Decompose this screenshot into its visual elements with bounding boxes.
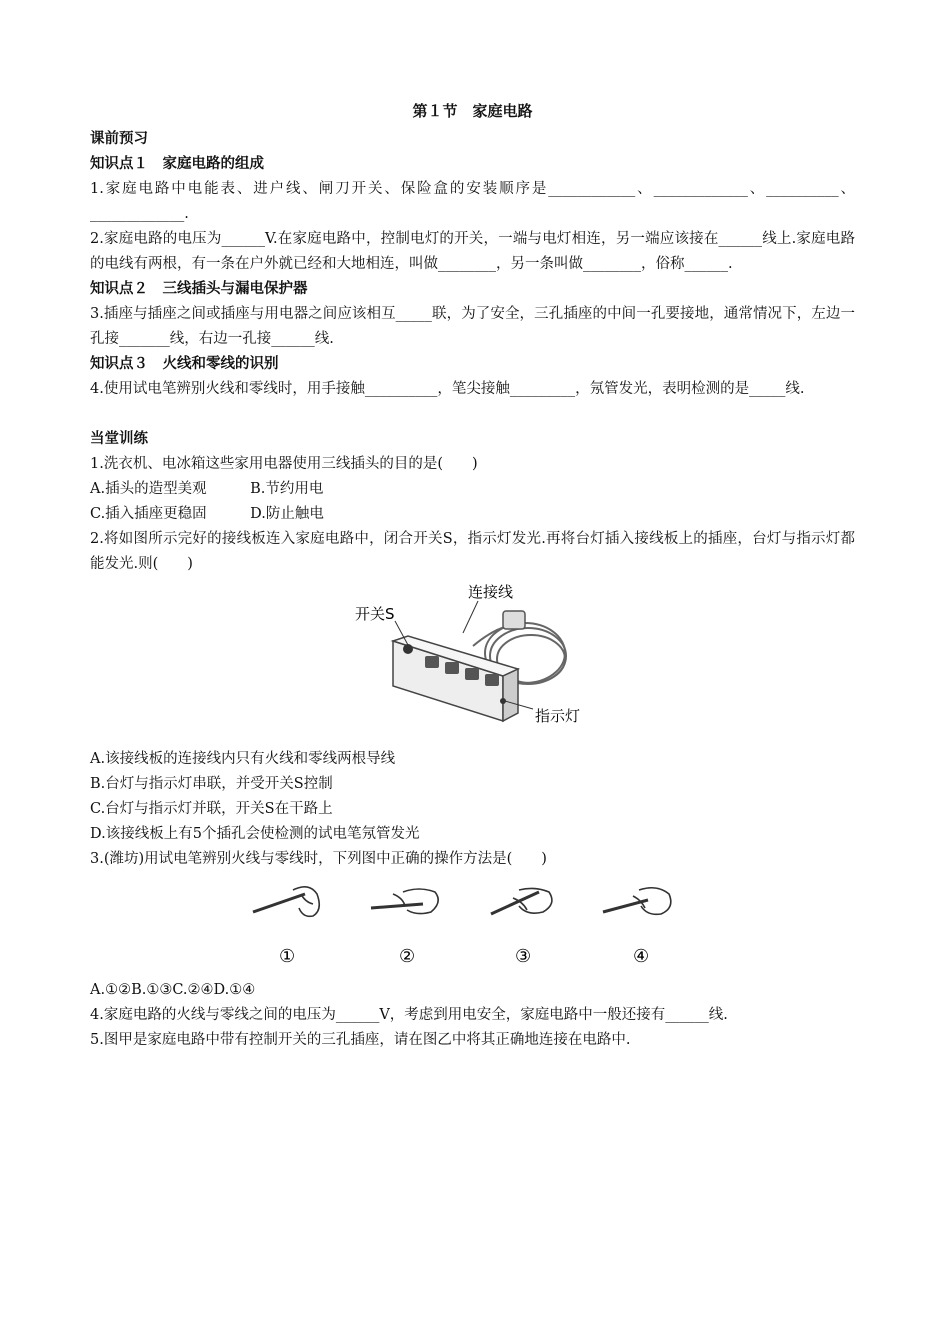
practice-question-2-option-d: D.该接线板上有5个插孔会使检测的试电笔氖管发光 bbox=[90, 826, 420, 842]
practice-question-1: 1.洗衣机、电冰箱这些家用电器使用三线插头的目的是( ) bbox=[90, 456, 478, 472]
preview-question-1: 1.家庭电路中电能表、进户线、闸刀开关、保险盒的安装顺序是____________、_____________、__________、_____________. bbox=[90, 181, 855, 222]
practice-question-1-options-cd: C.插入插座更稳固 D.防止触电 bbox=[90, 506, 324, 522]
label-switch-s: 开关S bbox=[354, 605, 395, 623]
practice-question-3-options: A.①②B.①③C.②④D.①④ bbox=[90, 982, 256, 998]
practice-question-2-option-b: B.台灯与指示灯串联，并受开关S控制 bbox=[90, 776, 333, 792]
test-pen-figure bbox=[243, 882, 703, 972]
hand-with-test-pen-2 bbox=[371, 889, 438, 914]
figure-label-3: ③ bbox=[514, 946, 531, 967]
knowledge-point-2: 知识点２ 三线插头与漏电保护器 bbox=[90, 281, 308, 297]
figure-label-4: ④ bbox=[632, 946, 649, 967]
practice-question-3: 3.(潍坊)用试电笔辨别火线与零线时，下列图中正确的操作方法是( ) bbox=[90, 851, 547, 867]
preview-question-4: 4.使用试电笔辨别火线和零线时，用手接触__________，笔尖接触_________，氖管发光，表明检测的是_____线. bbox=[90, 381, 805, 397]
power-strip-figure bbox=[353, 581, 593, 741]
practice-question-2-option-a: A.该接线板的连接线内只有火线和零线两根导线 bbox=[90, 751, 396, 767]
practice-question-2: 2.将如图所示完好的接线板连入家庭电路中，闭合开关S，指示灯发光.再将台灯插入接线板上的插座，台灯与指示灯都能发光.则( ) bbox=[90, 531, 855, 572]
section-heading-preview: 课前预习 bbox=[90, 131, 148, 147]
preview-question-3: 3.插座与插座之间或插座与用电器之间应该相互_____联，为了安全，三孔插座的中间一孔要接地，通常情况下，左边一孔接_______线，右边一孔接______线. bbox=[90, 306, 855, 347]
practice-question-1-options-ab: A.插头的造型美观 B.节约用电 bbox=[90, 481, 324, 497]
worksheet-page bbox=[90, 100, 855, 1053]
practice-question-5: 5.图甲是家庭电路中带有控制开关的三孔插座，请在图乙中将其正确地连接在电路中. bbox=[90, 1032, 631, 1048]
hand-with-test-pen-3 bbox=[491, 888, 552, 914]
figure-label-2: ② bbox=[398, 946, 415, 967]
knowledge-point-1: 知识点１ 家庭电路的组成 bbox=[90, 156, 264, 172]
figure-label-1: ① bbox=[278, 946, 295, 967]
page-title: 第１节 家庭电路 bbox=[412, 102, 533, 120]
label-connecting-wire: 连接线 bbox=[467, 583, 513, 601]
section-heading-practice: 当堂训练 bbox=[90, 431, 148, 447]
practice-question-2-option-c: C.台灯与指示灯并联，开关S在干路上 bbox=[90, 801, 333, 817]
label-indicator-lamp: 指示灯 bbox=[534, 707, 580, 725]
practice-question-4: 4.家庭电路的火线与零线之间的电压为______V，考虑到用电安全，家庭电路中一般还接有______线. bbox=[90, 1007, 728, 1023]
preview-question-2: 2.家庭电路的电压为______V.在家庭电路中，控制电灯的开关，一端与电灯相连，另一端应该接在______线上.家庭电路的电线有两根，有一条在户外就已经和大地相连，叫做________，另一条叫做________，俗称______. bbox=[90, 231, 855, 272]
hand-with-test-pen-1 bbox=[253, 887, 319, 917]
hand-with-test-pen-4 bbox=[603, 888, 671, 915]
knowledge-point-3: 知识点３ 火线和零线的识别 bbox=[90, 356, 279, 372]
